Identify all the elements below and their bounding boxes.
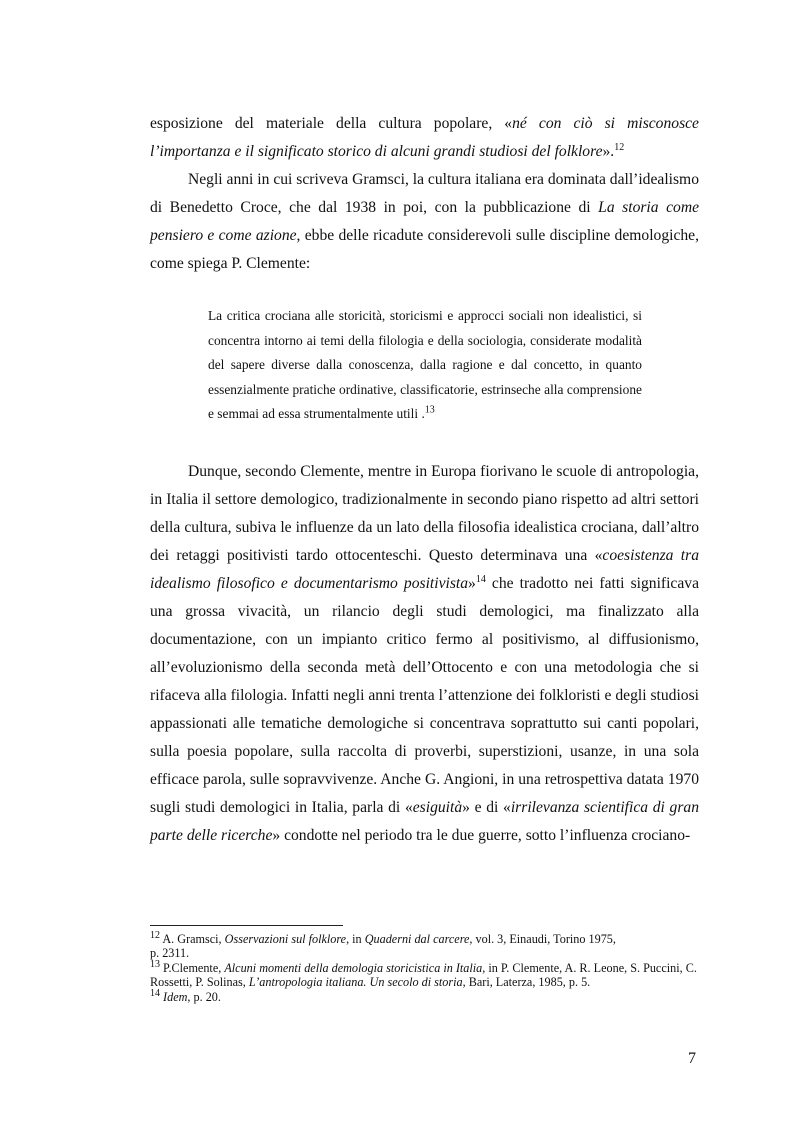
paragraph-3-text [150,458,699,850]
footnote-14-number: 14 [150,987,160,999]
p2-text-c: , ebbe delle ricadute considerevoli sulle discipline demologiche, come spiega P. Clemente: [150,227,699,272]
p3-quote-italic: coesistenza tra idealismo filosofico e documentarismo positivista [150,547,699,592]
footnote-14-idem: Idem [163,989,188,1004]
footnote-12-number: 12 [150,929,160,941]
footnote-12-in: , in [346,932,365,946]
footnote-13 [150,958,700,990]
paragraph-2-text [150,166,699,278]
p2-text-a: Negli anni in cui scriveva Gramsci, la cultura italiana era dominata dall’idealismo di Benedetto Croce, che dal 1938 in poi, con la pubblicazione di [150,171,699,216]
p2-book-title: La storia come pensiero e come azione [150,199,699,244]
p3-esiguita: esiguità [412,799,463,816]
footnote-12-title: Osservazioni sul folklore [224,932,347,946]
footnote-14-page: , p. 20. [187,989,221,1004]
footnote-13-in: , in P. Clemente, A. R. Leone, S. Puccini, C. Rossetti, P. Solinas, [150,960,697,990]
footnote-13-author: P.Clemente, [160,960,225,975]
p1-text-a: esposizione del materiale della cultura popolare, « [150,115,513,132]
paragraph-1-text [150,110,699,166]
footnote-ref-12: 12 [614,141,625,153]
p3-text-f: » e di « [462,799,511,816]
p1-quote-italic: né con ciò si misconosce l’importanza e il significato storico di alcuni grandi studiosi del folklore [150,115,699,160]
footnote-13-title: Alcuni momenti della demologia storicistica in Italia [224,960,483,975]
footnote-12-book: Quaderni dal carcere [364,932,470,946]
block-quote [208,304,642,427]
p3-text-c: » [468,575,476,592]
p3-text-a: Dunque, secondo Clemente, mentre in Europa fiorivano le scuole di antropologia, in Italia il settore demologico, tradizionalmente in secondo piano rispetto ad altri settori della cultura, subiva le influenze da un lato della filosofia idealistica crociana, dall’altro dei retaggi positivisti tardo ottocenteschi. Questo determinava una « [150,463,699,564]
p3-irrilevanza: irrilevanza scientifica di gran parte delle ricerche [150,799,700,844]
paragraph-2 [150,166,699,278]
footnote-ref-13: 13 [424,404,435,416]
p3-text-h: » condotte nel periodo tra le due guerre, sotto l’influenza crociano- [272,827,691,844]
footnote-12 [150,929,700,961]
footnote-ref-14: 14 [475,573,486,585]
footnote-13-number: 13 [150,958,160,970]
footnote-12-author: A. Gramsci, [160,932,225,946]
footnotes [150,929,700,1004]
paragraph-3 [150,458,699,850]
footnote-13-details: , Bari, Laterza, 1985, p. 5. [462,975,591,990]
footnote-separator [150,925,343,926]
footnote-14 [150,987,700,1004]
footnote-13-book: L’antropologia italiana. Un secolo di storia [248,975,463,990]
footnote-12-page: p. 2311. [150,946,190,961]
p1-text-c: ». [602,143,615,160]
block-quote-text: La critica crociana alle storicità, storicismi e approcci sociali non idealistici, si concentra intorno ai temi della filologia e della sociologia, considerate modalità del sapere diverse dalla conoscenza, dalla ragione e dal concetto, in quanto essenzialmente pratiche ordinative, classificatorie, estrinseche alla comprensione e semmai ad essa strumentalmente utili . [208,308,642,421]
paragraph-1 [150,110,699,166]
footnote-12-details: , vol. 3, Einaudi, Torino 1975, [469,932,616,946]
p3-text-d: che tradotto nei fatti significava una grossa vivacità, un rilancio degli studi demologici, ma finalizzato alla documentazione, con un impianto critico fermo al positivismo, al diffusionismo, all’evoluzionismo della seconda metà dell’Ottocento e con una metodologia che si rifaceva alla filologia. Infatti negli anni trenta l’attenzione dei folkloristi e degli studiosi appassionati alle tematiche demologiche si concentrava soprattutto sui canti popolari, sulla poesia popolare, sulla raccolta di proverbi, superstizioni, usanze, in una sola efficace parola, sulle sopravvivenze. Anche G. Angioni, in una retrospettiva datata 1970 sugli studi demologici in Italia, parla di « [150,575,699,816]
page-number: 7 [688,1050,696,1067]
